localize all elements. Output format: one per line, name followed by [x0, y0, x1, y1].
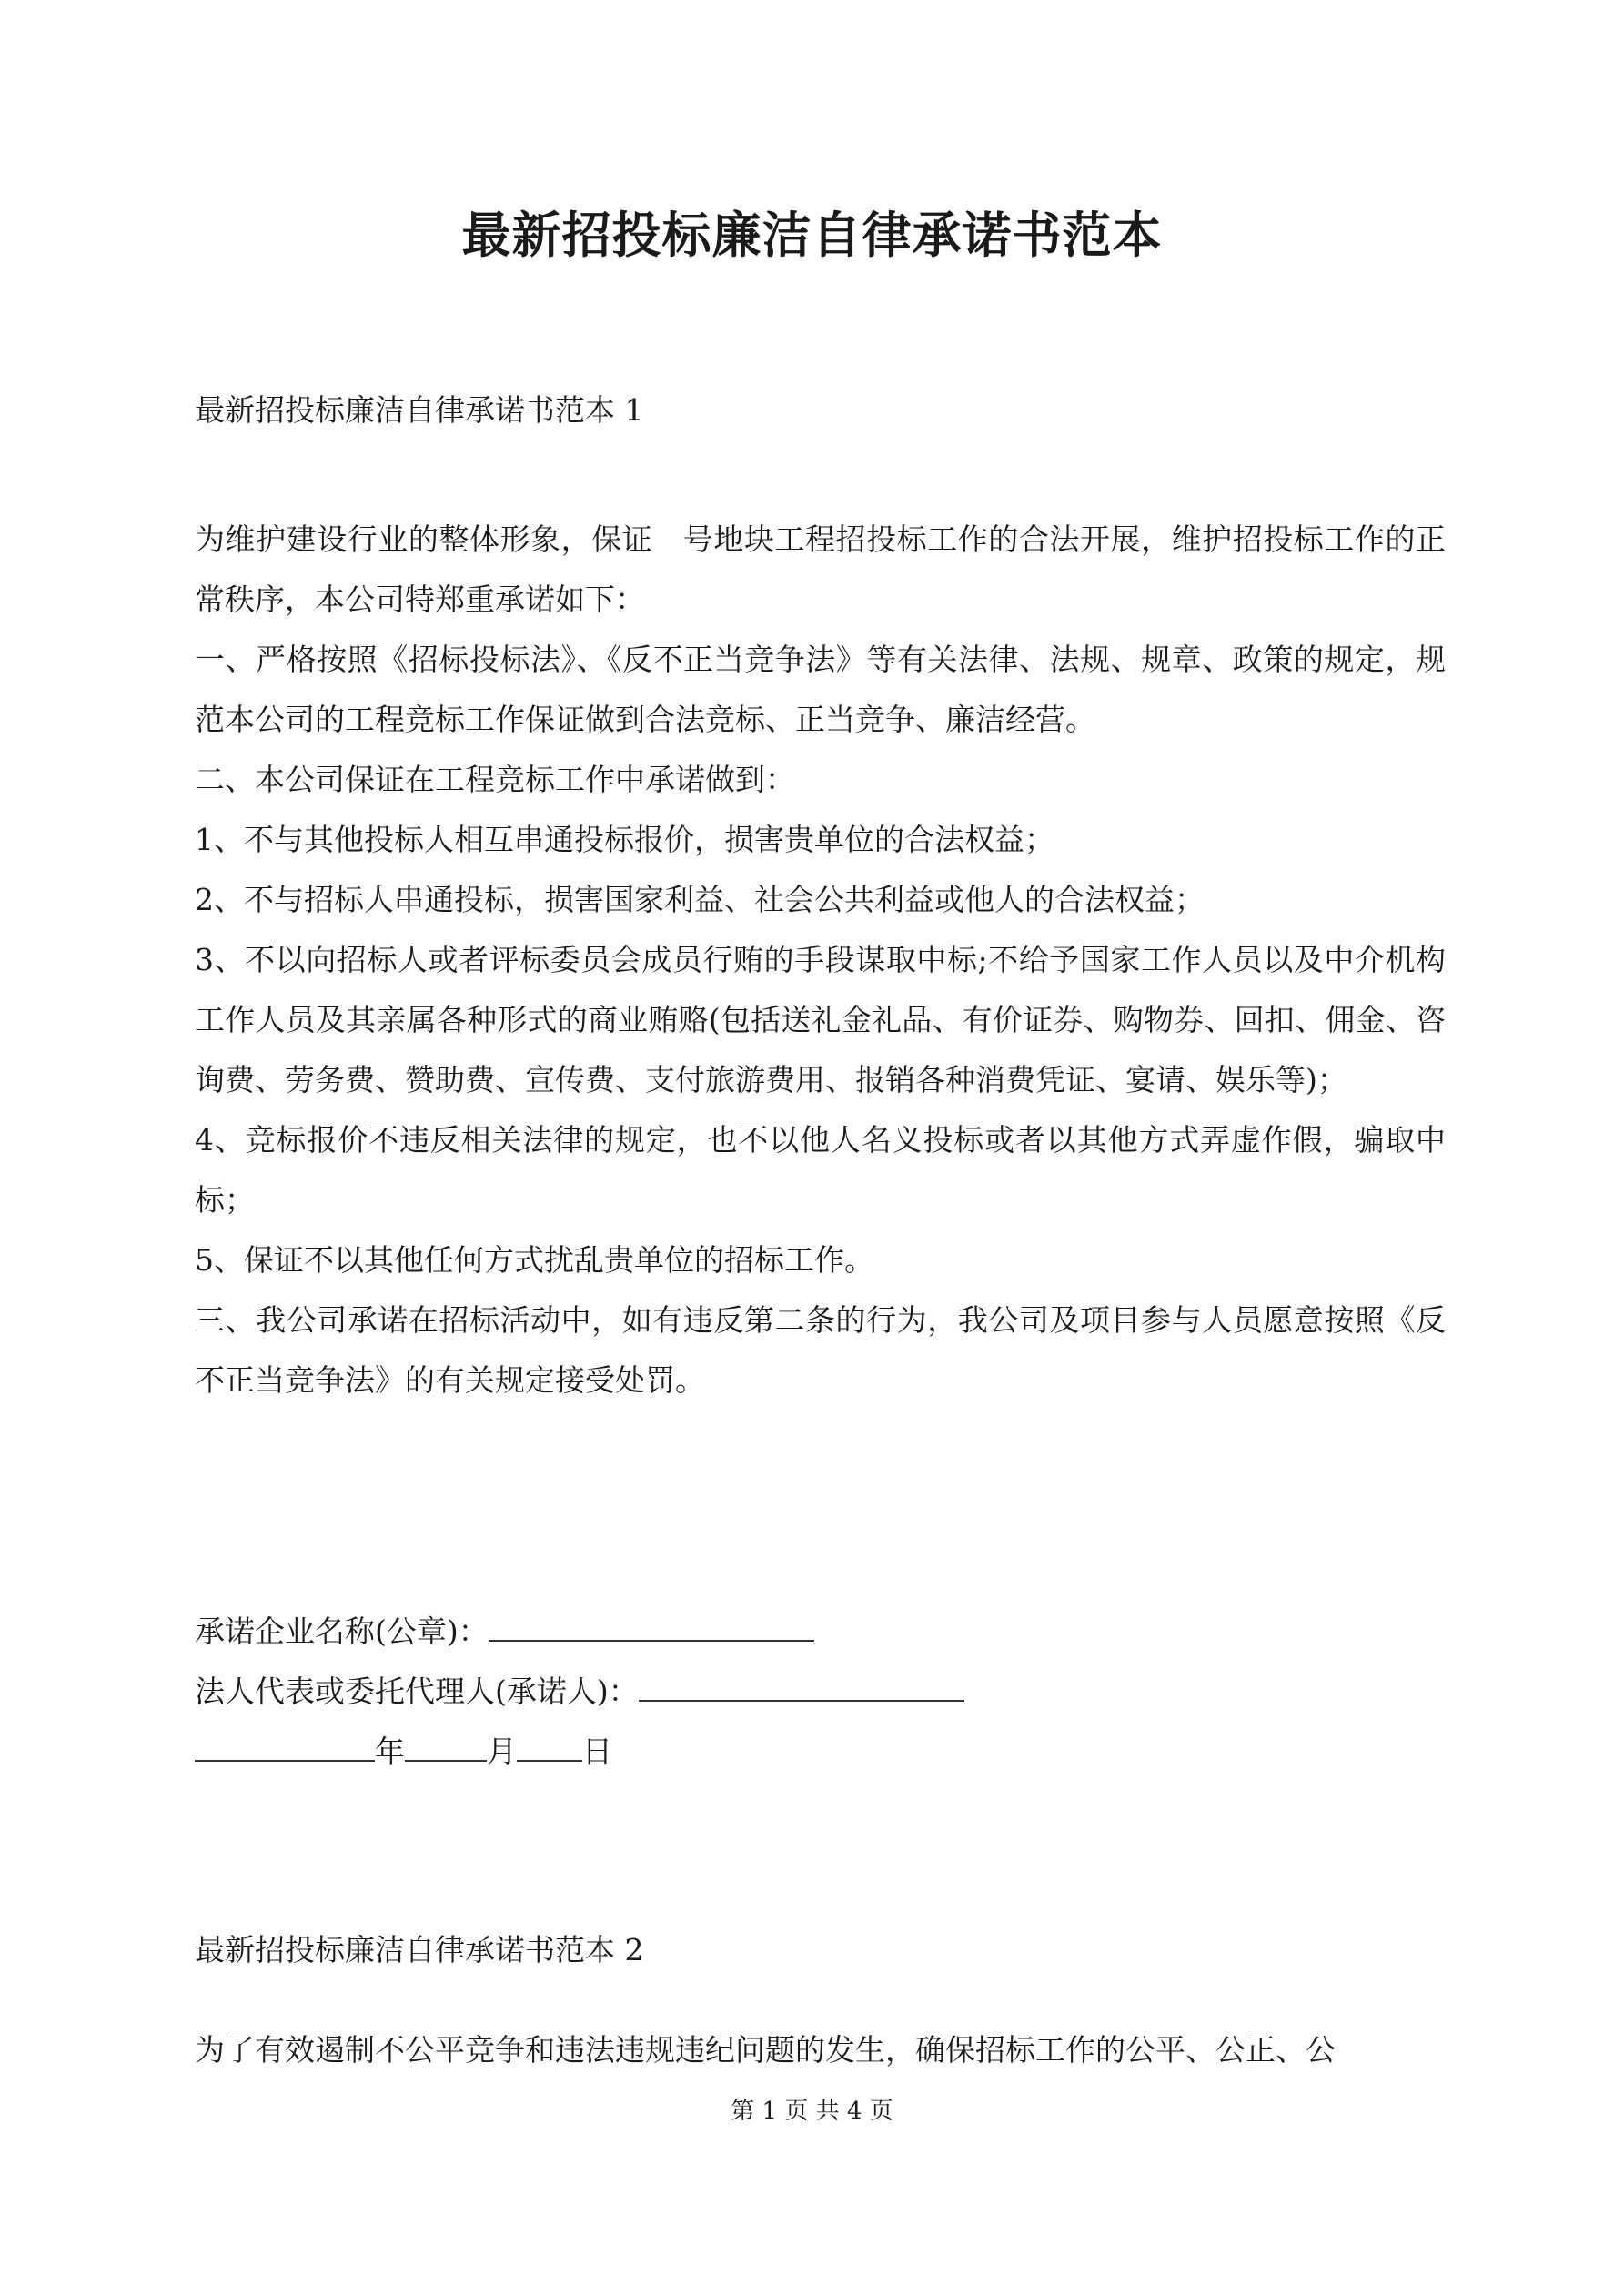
representative-blank — [639, 1669, 964, 1702]
month-blank — [405, 1729, 487, 1762]
date-line — [195, 1722, 1446, 1782]
day-label: 日 — [582, 1734, 612, 1769]
section-2-body — [195, 2020, 1446, 2080]
paragraph-item-2: 2、不与招标人串通投标，损害国家利益、社会公共利益或他人的合法权益； — [195, 882, 1205, 917]
page-footer: 第 1 页 共 4 页 — [731, 2098, 893, 2125]
paragraph-clause-1: 一、严格按照《招标投标法》、《反不正当竞争法》等有关法律、法规、规章、政策的规定，规范本公司的工程竞标工作保证做到合法竞标、正当竞争、廉洁经营。 — [195, 642, 1446, 737]
representative-label: 法人代表或委托代理人(承诺人)： — [195, 1674, 639, 1709]
company-name-label: 承诺企业名称(公章)： — [195, 1613, 489, 1649]
paragraph-clause-2: 二、本公司保证在工程竞标工作中承诺做到： — [195, 762, 795, 797]
paragraph-item-5: 5、保证不以其他任何方式扰乱贵单位的招标工作。 — [195, 1242, 874, 1278]
year-blank — [195, 1729, 375, 1762]
paragraph-item-4: 4、竞标报价不违反相关法律的规定，也不以他人名义投标或者以其他方式弄虚作假，骗取中标； — [195, 1122, 1446, 1218]
section-2-heading: 最新招投标廉洁自律承诺书范本 2 — [195, 1932, 644, 1967]
company-name-blank — [489, 1609, 814, 1642]
paragraph-item-1: 1、不与其他投标人相互串通投标报价，损害贵单位的合法权益； — [195, 822, 1054, 857]
paragraph-item-3: 3、不以向招标人或者评标委员会成员行贿的手段谋取中标;不给予国家工作人员以及中介机构工作人员及其亲属各种形式的商业贿赂(包括送礼金礼品、有价证券、购物券、回扣、佣金、咨询费、劳务费、赞助费、宣传费、支付旅游费用、报销各种消费凭证、宴请、娱乐等)； — [195, 942, 1446, 1097]
company-signature-line — [195, 1602, 1446, 1662]
paragraph-clause-3: 三、我公司承诺在招标活动中，如有违反第二条的行为，我公司及项目参与人员愿意按照《反不正当竞争法》的有关规定接受处罚。 — [195, 1302, 1446, 1398]
year-label: 年 — [375, 1734, 405, 1769]
paragraph-intro: 为维护建设行业的整体形象，保证 号地块工程招投标工作的合法开展，维护招投标工作的正常秩序，本公司特郑重承诺如下： — [195, 521, 1446, 617]
section-1-body — [195, 510, 1446, 1411]
section-2-first-line: 为了有效遏制不公平竞争和违法违规违纪问题的发生，确保招标工作的公平、公正、公 — [195, 2032, 1336, 2068]
document-title: 最新招投标廉洁自律承诺书范本 — [461, 206, 1163, 264]
signature-block — [195, 1602, 1446, 1782]
day-blank — [517, 1729, 582, 1762]
month-label: 月 — [487, 1734, 517, 1769]
section-1-heading: 最新招投标廉洁自律承诺书范本 1 — [195, 392, 644, 428]
representative-signature-line — [195, 1662, 1446, 1722]
